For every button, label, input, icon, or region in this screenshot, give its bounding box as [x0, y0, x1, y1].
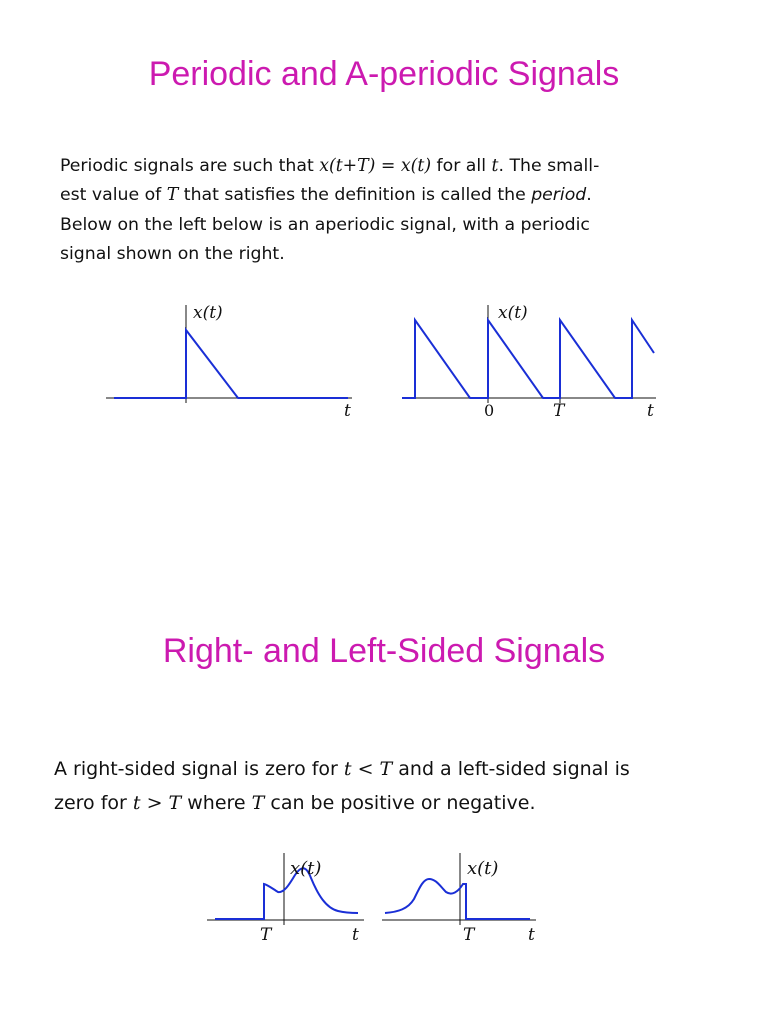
right-sided-waveform — [215, 868, 358, 919]
left-sided-waveform — [385, 879, 530, 919]
math-variable-T: T — [251, 792, 265, 814]
left-sided-signal-plot — [382, 853, 536, 945]
x-axis-label: t — [528, 925, 535, 945]
aperiodic-signal-waveform — [114, 330, 348, 398]
y-axis-label: x(t) — [498, 303, 528, 323]
text-run: and a left-sided signal is — [392, 758, 630, 780]
right-sided-signal-plot — [207, 853, 364, 945]
text-run: A right-sided signal is zero for — [54, 758, 344, 780]
x-axis-label: t — [344, 401, 351, 421]
math-inequality-t-greater-T: t > T — [132, 792, 182, 814]
x-axis-label: t — [647, 401, 654, 421]
text-run: that satisfies the definition is called the — [178, 185, 532, 206]
periodic-sawtooth-waveform — [402, 320, 654, 398]
math-variable-t: t — [491, 156, 499, 176]
y-axis-label: x(t) — [467, 858, 499, 879]
periodic-signal-plot — [402, 303, 656, 421]
text-run: where — [181, 792, 252, 814]
paragraph-line: signal shown on the right. — [60, 243, 285, 264]
text-run: est value of — [60, 185, 167, 206]
x-tick-label-zero: 0 — [484, 401, 495, 420]
paragraph-line: Below on the left below is an aperiodic signal, with a periodic — [60, 214, 590, 235]
text-run: Periodic signals are such that — [60, 156, 320, 176]
slide-title-sided-signals: Right- and Left-Sided Signals — [162, 632, 606, 670]
text-run: . — [586, 185, 592, 206]
math-periodicity-equation: x(t+T) = x(t) — [319, 156, 432, 176]
emphasized-term-period: period — [531, 185, 587, 206]
text-run: can be positive or negative. — [264, 792, 536, 814]
text-run: zero for — [54, 792, 133, 814]
x-tick-label-T: T — [260, 925, 272, 945]
x-tick-label-T: T — [463, 925, 475, 945]
y-axis-label: x(t) — [290, 858, 322, 879]
text-run: for all — [431, 156, 492, 176]
x-tick-label-period: T — [553, 401, 565, 421]
y-axis-label: x(t) — [193, 303, 223, 323]
x-axis-label: t — [352, 925, 359, 945]
math-inequality-t-less-T: t < T — [343, 758, 393, 780]
math-variable-T: T — [166, 185, 179, 206]
aperiodic-signal-plot — [106, 303, 352, 421]
slide-title-periodic: Periodic and A-periodic Signals — [148, 55, 620, 93]
text-run: . The small- — [498, 156, 600, 176]
